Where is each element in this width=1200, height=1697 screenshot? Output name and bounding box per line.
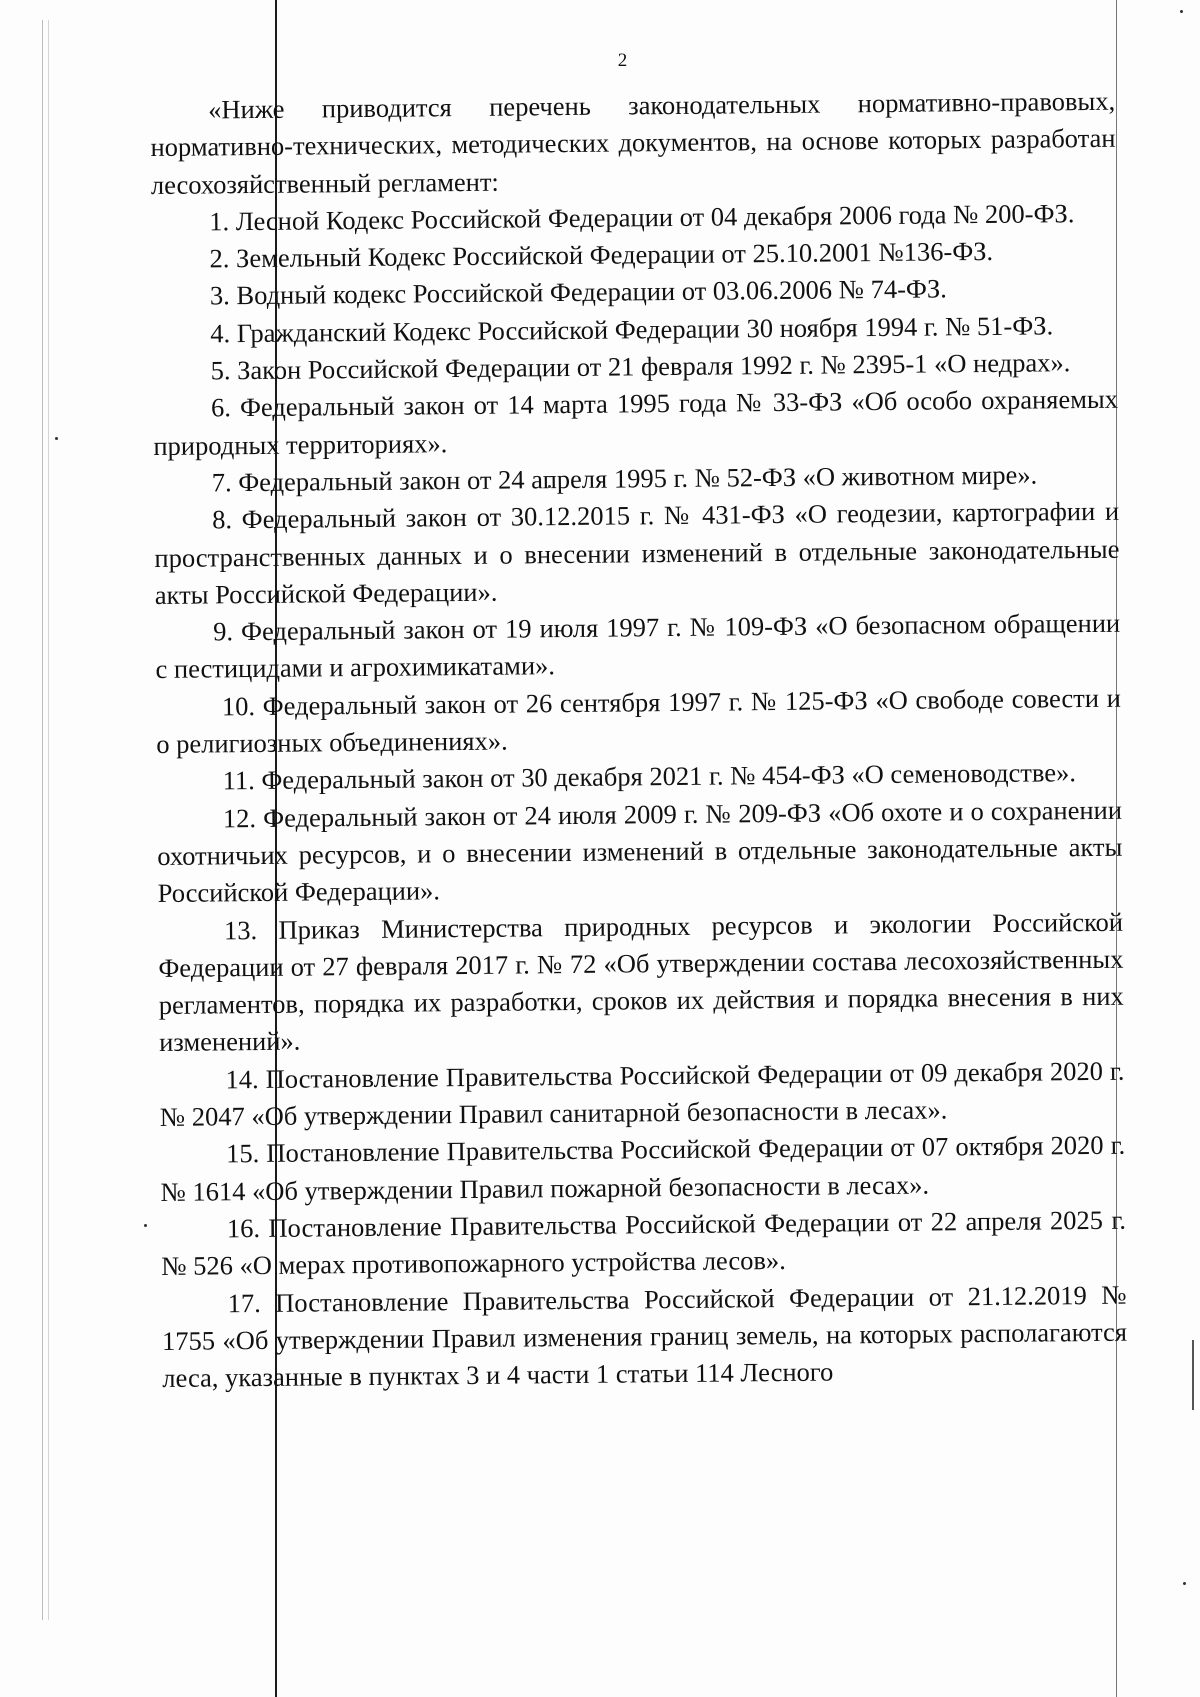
list-item-13: 13. Приказ Министерства природных ресурсов и экологии Российской Федерации от 27 февраля 2017 г. № 72 «Об утверждении состава лесохозяйственных регламентов, порядка их разработки, сроков их действия и порядка внесения в них изменений».	[158, 906, 1124, 1058]
document-body	[150, 83, 1127, 1398]
list-item-10: 10. Федеральный закон от 26 сентября 1997 г. № 125-ФЗ «О свободе совести и о религиозных объединениях».	[156, 682, 1122, 760]
list-item-8: 8. Федеральный закон от 30.12.2015 г. № 431-ФЗ «О геодезии, картографии и пространственных данных и о внесении изменений в отдельные законодательные акты Российской Федерации».	[154, 495, 1120, 610]
scan-edge-left	[42, 20, 43, 1620]
scan-speck	[1183, 1582, 1186, 1585]
scan-speck	[55, 437, 58, 440]
list-item-11: 11. Федеральный закон от 30 декабря 2021 г. № 454-ФЗ «О семеноводстве».	[222, 757, 1077, 796]
list-item-17: 17. Постановление Правительства Российской Федерации от 21.12.2019 № 1755 «Об утверждении Правил изменения границ земель, на которых располагаются леса, указанные в пунктах 3 и 4 части 1 статьи 114 Лесного	[161, 1279, 1128, 1394]
list-item-3: 3. Водный кодекс Российской Федерации от 03.06.2006 № 74-ФЗ.	[209, 273, 947, 311]
list-item-5: 5. Закон Российской Федерации от 21 февраля 1992 г. № 2395-1 «О недрах».	[210, 347, 1071, 386]
page-number: 2	[617, 50, 628, 71]
list-item-12: 12. Федеральный закон от 24 июля 2009 г. № 209-ФЗ «Об охоте и о сохранении охотничьих ресурсов, и о внесении изменений в отдельные законодательные акты Российской Федерации».	[157, 794, 1123, 909]
scan-edge-right	[1192, 1340, 1194, 1410]
intro-paragraph: «Ниже приводится перечень законодательных нормативно-правовых, нормативно-технических, методических документов, на основе которых разработан лесохозяйственный регламент:	[150, 85, 1116, 200]
list-item-2: 2. Земельный Кодекс Российской Федерации от 25.10.2001 №136-ФЗ.	[209, 236, 994, 274]
scan-speck	[144, 1224, 147, 1227]
scan-edge-left-2	[48, 20, 49, 1620]
list-item-4: 4. Гражданский Кодекс Российской Федерации 30 ноября 1994 г. № 51-ФЗ.	[210, 310, 1054, 349]
list-item-16: 16. Постановление Правительства Российской Федерации от 22 апреля 2025 г. № 526 «О мерах противопожарного устройства лесов».	[161, 1204, 1127, 1282]
list-item-15: 15. Постановление Правительства Российской Федерации от 07 октября 2020 г. № 1614 «Об утверждении Правил пожарной безопасности в лесах».	[160, 1130, 1126, 1207]
list-item-14: 14. Постановление Правительства Российской Федерации от 09 декабря 2020 г. № 2047 «Об утверждении Правил санитарной безопасности в лесах».	[159, 1055, 1125, 1132]
scan-speck	[1180, 10, 1183, 13]
list-item-7: 7. Федеральный закон от 24 апреля 1995 г. № 52-ФЗ «О животном мире».	[211, 459, 1038, 498]
list-item-1: 1. Лесной Кодекс Российской Федерации от 04 декабря 2006 года № 200-ФЗ.	[209, 198, 1075, 237]
list-item-6: 6. Федеральный закон от 14 марта 1995 года № 33-ФЗ «Об особо охраняемых природных территориях».	[153, 384, 1119, 461]
list-item-9: 9. Федеральный закон от 19 июля 1997 г. № 109-ФЗ «О безопасном обращении с пестицидами и агрохимикатами».	[155, 607, 1121, 685]
